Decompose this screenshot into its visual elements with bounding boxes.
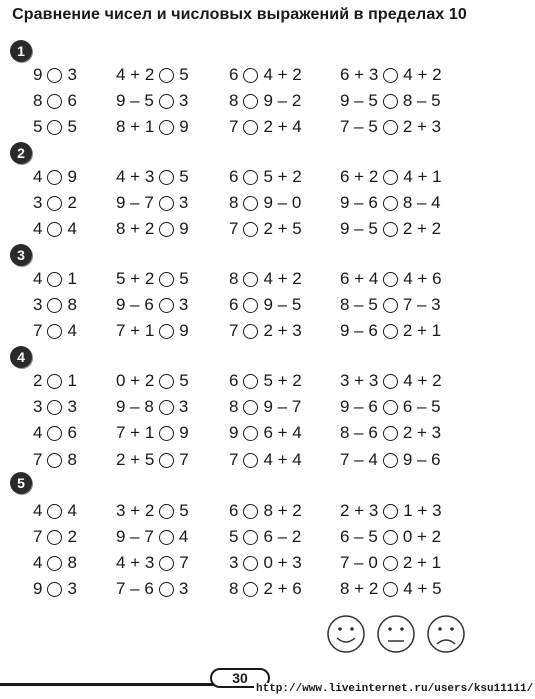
left-expression: 7 + 1 bbox=[116, 321, 155, 340]
answer-circle[interactable] bbox=[159, 504, 174, 519]
left-expression: 7 – 6 bbox=[116, 579, 154, 598]
comparison-item bbox=[116, 90, 188, 112]
left-expression: 8 – 6 bbox=[340, 423, 378, 442]
left-expression: 8 bbox=[229, 193, 239, 212]
right-expression: 6 – 5 bbox=[402, 397, 441, 416]
left-expression: 8 – 5 bbox=[340, 295, 378, 314]
right-expression: 4 + 2 bbox=[263, 65, 302, 84]
right-expression: 3 bbox=[67, 397, 77, 416]
answer-circle[interactable] bbox=[47, 400, 62, 415]
right-expression: 4 + 5 bbox=[403, 579, 442, 598]
right-expression: 9 bbox=[67, 167, 77, 186]
left-expression: 7 bbox=[229, 219, 239, 238]
comparison-item bbox=[116, 552, 189, 574]
right-expression: 6 – 2 bbox=[263, 527, 302, 546]
right-expression: 3 bbox=[178, 193, 189, 212]
comparison-item bbox=[116, 64, 189, 86]
right-expression: 1 bbox=[67, 371, 77, 390]
comparison-item bbox=[229, 578, 302, 600]
comparison-item bbox=[229, 500, 302, 522]
right-expression: 8 bbox=[67, 553, 77, 572]
right-expression: 5 + 2 bbox=[263, 371, 302, 390]
left-expression: 8 + 2 bbox=[116, 219, 155, 238]
left-expression: 4 + 3 bbox=[116, 167, 155, 186]
left-expression: 8 bbox=[229, 397, 239, 416]
answer-circle[interactable] bbox=[159, 170, 174, 185]
comparison-item bbox=[33, 449, 77, 471]
section-number-badge: 3 bbox=[10, 244, 32, 266]
answer-circle[interactable] bbox=[47, 298, 62, 313]
answer-circle[interactable] bbox=[159, 196, 174, 211]
left-expression: 7 bbox=[33, 321, 43, 340]
answer-circle[interactable] bbox=[243, 68, 258, 83]
left-expression: 9 – 6 bbox=[116, 295, 154, 314]
left-expression: 3 + 3 bbox=[340, 371, 379, 390]
left-expression: 2 + 5 bbox=[116, 450, 155, 469]
section-number-badge: 4 bbox=[10, 346, 32, 368]
right-expression: 2 + 2 bbox=[402, 219, 442, 238]
right-expression: 3 bbox=[178, 397, 189, 416]
comparison-item bbox=[33, 192, 77, 214]
answer-circle[interactable] bbox=[47, 272, 62, 287]
comparison-item bbox=[340, 116, 441, 138]
right-expression: 7 bbox=[179, 450, 189, 469]
answer-circle[interactable] bbox=[159, 94, 174, 109]
answer-circle[interactable] bbox=[47, 374, 62, 389]
answer-circle[interactable] bbox=[383, 400, 398, 415]
left-expression: 8 bbox=[33, 91, 43, 110]
left-expression: 4 bbox=[33, 423, 43, 442]
right-expression: 9 bbox=[179, 117, 189, 136]
answer-circle[interactable] bbox=[383, 272, 398, 287]
comparison-item bbox=[33, 370, 77, 392]
left-expression: 4 bbox=[33, 167, 43, 186]
answer-circle[interactable] bbox=[383, 120, 398, 135]
right-expression: 9 bbox=[179, 423, 189, 442]
section-number-badge: 1 bbox=[10, 40, 32, 62]
answer-circle[interactable] bbox=[47, 324, 62, 339]
left-expression: 7 + 1 bbox=[116, 423, 155, 442]
answer-circle[interactable] bbox=[383, 504, 398, 519]
answer-circle[interactable] bbox=[243, 400, 258, 415]
right-expression: 2 bbox=[67, 527, 77, 546]
right-expression: 4 bbox=[67, 219, 77, 238]
left-expression: 5 bbox=[33, 117, 43, 136]
right-expression: 0 + 3 bbox=[263, 553, 302, 572]
comparison-item bbox=[340, 500, 442, 522]
right-expression: 2 + 5 bbox=[263, 219, 302, 238]
comparison-item bbox=[340, 192, 441, 214]
answer-circle[interactable] bbox=[47, 556, 62, 571]
comparison-item bbox=[33, 268, 77, 290]
comparison-item bbox=[33, 320, 77, 342]
right-expression: 8 – 4 bbox=[402, 193, 441, 212]
right-expression: 3 bbox=[67, 579, 77, 598]
answer-circle[interactable] bbox=[243, 504, 258, 519]
left-expression: 3 bbox=[229, 553, 239, 572]
answer-circle[interactable] bbox=[383, 582, 398, 597]
left-expression: 4 bbox=[33, 501, 43, 520]
left-expression: 6 bbox=[229, 295, 239, 314]
answer-circle[interactable] bbox=[159, 324, 174, 339]
left-expression: 9 – 6 bbox=[340, 397, 378, 416]
right-expression: 4 + 6 bbox=[403, 269, 442, 288]
comparison-item bbox=[116, 370, 189, 392]
right-expression: 5 + 2 bbox=[263, 167, 302, 186]
comparison-item bbox=[229, 116, 302, 138]
right-expression: 9 – 0 bbox=[263, 193, 302, 212]
right-expression: 5 bbox=[179, 501, 189, 520]
right-expression: 3 bbox=[178, 295, 189, 314]
comparison-item bbox=[229, 449, 302, 471]
answer-circle[interactable] bbox=[243, 582, 258, 597]
answer-circle[interactable] bbox=[243, 94, 258, 109]
comparison-item bbox=[33, 578, 77, 600]
right-expression: 2 + 3 bbox=[402, 423, 442, 442]
answer-circle[interactable] bbox=[243, 453, 258, 468]
right-expression: 9 bbox=[179, 321, 189, 340]
answer-circle[interactable] bbox=[159, 298, 174, 313]
left-expression: 9 – 5 bbox=[340, 219, 378, 238]
answer-circle[interactable] bbox=[243, 196, 258, 211]
answer-circle[interactable] bbox=[159, 68, 174, 83]
answer-circle[interactable] bbox=[383, 426, 398, 441]
answer-circle[interactable] bbox=[383, 94, 398, 109]
left-expression: 9 – 6 bbox=[340, 193, 378, 212]
left-expression: 9 bbox=[229, 423, 239, 442]
right-expression: 5 bbox=[179, 371, 189, 390]
answer-circle[interactable] bbox=[243, 556, 258, 571]
comparison-item bbox=[340, 449, 441, 471]
answer-circle[interactable] bbox=[159, 272, 174, 287]
comparison-item bbox=[33, 90, 77, 112]
comparison-item bbox=[116, 526, 188, 548]
right-expression: 1 + 3 bbox=[403, 501, 442, 520]
answer-circle[interactable] bbox=[383, 453, 398, 468]
right-expression: 4 + 2 bbox=[403, 371, 442, 390]
comparison-item bbox=[33, 294, 77, 316]
page-title: Сравнение чисел и числовых выражений в пределах 10 bbox=[12, 6, 467, 23]
left-expression: 7 – 0 bbox=[340, 553, 378, 572]
left-expression: 6 + 2 bbox=[340, 167, 379, 186]
answer-circle[interactable] bbox=[243, 374, 258, 389]
left-expression: 6 bbox=[229, 167, 239, 186]
answer-circle[interactable] bbox=[159, 453, 174, 468]
comparison-item bbox=[340, 396, 441, 418]
answer-circle[interactable] bbox=[243, 222, 258, 237]
answer-circle[interactable] bbox=[243, 530, 258, 545]
comparison-item bbox=[116, 578, 188, 600]
answer-circle[interactable] bbox=[159, 400, 174, 415]
answer-circle[interactable] bbox=[243, 120, 258, 135]
left-expression: 4 + 3 bbox=[116, 553, 155, 572]
answer-circle[interactable] bbox=[383, 298, 398, 313]
right-expression: 4 bbox=[178, 527, 189, 546]
answer-circle[interactable] bbox=[47, 170, 62, 185]
answer-circle[interactable] bbox=[243, 426, 258, 441]
answer-circle[interactable] bbox=[47, 120, 62, 135]
comparison-item bbox=[33, 500, 77, 522]
answer-circle[interactable] bbox=[383, 374, 398, 389]
answer-circle[interactable] bbox=[383, 68, 398, 83]
answer-circle[interactable] bbox=[159, 556, 174, 571]
comparison-item bbox=[340, 268, 442, 290]
left-expression: 3 bbox=[33, 397, 43, 416]
right-expression: 3 bbox=[178, 91, 189, 110]
smiley-face-icon[interactable] bbox=[328, 616, 364, 652]
left-expression: 7 bbox=[229, 321, 239, 340]
left-expression: 8 + 2 bbox=[340, 579, 379, 598]
comparison-item bbox=[33, 526, 77, 548]
comparison-item bbox=[33, 116, 77, 138]
right-expression: 5 bbox=[179, 65, 189, 84]
right-expression: 4 + 4 bbox=[263, 450, 302, 469]
left-expression: 6 bbox=[229, 65, 239, 84]
left-expression: 7 – 4 bbox=[340, 450, 378, 469]
section-number-badge: 2 bbox=[10, 142, 32, 164]
left-expression: 7 bbox=[33, 450, 43, 469]
neutral-face-icon[interactable] bbox=[378, 616, 414, 652]
right-expression: 9 – 6 bbox=[402, 450, 441, 469]
right-expression: 9 – 5 bbox=[263, 295, 302, 314]
answer-circle[interactable] bbox=[47, 94, 62, 109]
left-expression: 3 + 2 bbox=[116, 501, 155, 520]
left-expression: 6 bbox=[229, 501, 239, 520]
right-expression: 6 bbox=[67, 91, 77, 110]
right-expression: 4 bbox=[67, 501, 77, 520]
answer-circle[interactable] bbox=[159, 426, 174, 441]
left-expression: 8 bbox=[229, 91, 239, 110]
answer-circle[interactable] bbox=[159, 120, 174, 135]
comparison-item bbox=[340, 320, 441, 342]
comparison-item bbox=[340, 166, 442, 188]
answer-circle[interactable] bbox=[47, 426, 62, 441]
right-expression: 7 – 3 bbox=[402, 295, 441, 314]
comparison-item bbox=[33, 396, 77, 418]
left-expression: 8 bbox=[229, 269, 239, 288]
answer-circle[interactable] bbox=[159, 222, 174, 237]
answer-circle[interactable] bbox=[47, 504, 62, 519]
comparison-item bbox=[340, 218, 441, 240]
comparison-item bbox=[229, 192, 301, 214]
comparison-item bbox=[229, 166, 302, 188]
answer-circle[interactable] bbox=[383, 556, 398, 571]
comparison-item bbox=[116, 396, 188, 418]
right-expression: 6 bbox=[67, 423, 77, 442]
left-expression: 3 bbox=[33, 193, 43, 212]
left-expression: 6 + 4 bbox=[340, 269, 379, 288]
right-expression: 1 bbox=[67, 269, 77, 288]
comparison-item bbox=[116, 320, 189, 342]
comparison-item bbox=[116, 166, 189, 188]
page-number: 30 bbox=[210, 668, 270, 688]
left-expression: 7 bbox=[229, 117, 239, 136]
right-expression: 2 + 3 bbox=[402, 117, 442, 136]
section-number-badge: 5 bbox=[10, 472, 32, 494]
right-expression: 7 bbox=[179, 553, 189, 572]
left-expression: 7 bbox=[33, 527, 43, 546]
left-expression: 8 bbox=[229, 579, 239, 598]
left-expression: 6 – 5 bbox=[340, 527, 378, 546]
answer-circle[interactable] bbox=[383, 170, 398, 185]
right-expression: 4 + 2 bbox=[263, 269, 302, 288]
right-expression: 2 + 4 bbox=[263, 117, 302, 136]
left-expression: 8 + 1 bbox=[116, 117, 155, 136]
left-expression: 0 + 2 bbox=[116, 371, 155, 390]
answer-circle[interactable] bbox=[243, 170, 258, 185]
right-expression: 2 bbox=[67, 193, 77, 212]
answer-circle[interactable] bbox=[47, 222, 62, 237]
right-expression: 8 bbox=[67, 295, 77, 314]
footer-url[interactable]: http://www.liveinternet.ru/users/ksu11111/ bbox=[256, 683, 534, 695]
comparison-item bbox=[116, 500, 189, 522]
answer-circle[interactable] bbox=[47, 196, 62, 211]
comparison-item bbox=[229, 422, 302, 444]
right-expression: 8 bbox=[67, 450, 77, 469]
left-expression: 9 – 8 bbox=[116, 397, 154, 416]
right-expression: 0 + 2 bbox=[402, 527, 442, 546]
comparison-item bbox=[340, 64, 442, 86]
left-expression: 7 – 5 bbox=[340, 117, 378, 136]
comparison-item bbox=[229, 552, 302, 574]
left-expression: 9 bbox=[33, 65, 43, 84]
left-expression: 9 – 6 bbox=[340, 321, 378, 340]
comparison-item bbox=[340, 370, 442, 392]
answer-circle[interactable] bbox=[243, 324, 258, 339]
right-expression: 4 bbox=[67, 321, 77, 340]
comparison-item bbox=[33, 218, 77, 240]
comparison-item bbox=[116, 268, 189, 290]
left-expression: 9 – 7 bbox=[116, 193, 154, 212]
right-expression: 3 bbox=[178, 579, 189, 598]
left-expression: 9 – 5 bbox=[116, 91, 154, 110]
right-expression: 2 + 1 bbox=[402, 321, 442, 340]
left-expression: 4 bbox=[33, 553, 43, 572]
answer-circle[interactable] bbox=[383, 196, 398, 211]
answer-circle[interactable] bbox=[47, 530, 62, 545]
comparison-item bbox=[340, 422, 441, 444]
answer-circle[interactable] bbox=[383, 222, 398, 237]
comparison-item bbox=[340, 578, 442, 600]
comparison-item bbox=[229, 268, 302, 290]
right-expression: 5 bbox=[67, 117, 77, 136]
left-expression: 2 + 3 bbox=[340, 501, 379, 520]
left-expression: 4 + 2 bbox=[116, 65, 155, 84]
left-expression: 9 – 5 bbox=[340, 91, 378, 110]
answer-circle[interactable] bbox=[383, 530, 398, 545]
right-expression: 3 bbox=[67, 65, 77, 84]
right-expression: 9 – 7 bbox=[263, 397, 302, 416]
right-expression: 2 + 1 bbox=[402, 553, 442, 572]
comparison-item bbox=[229, 320, 302, 342]
left-expression: 3 bbox=[33, 295, 43, 314]
right-expression: 9 – 2 bbox=[263, 91, 302, 110]
answer-circle[interactable] bbox=[243, 272, 258, 287]
comparison-item bbox=[340, 90, 441, 112]
comparison-item bbox=[340, 526, 441, 548]
left-expression: 5 + 2 bbox=[116, 269, 155, 288]
comparison-item bbox=[33, 422, 77, 444]
comparison-item bbox=[33, 166, 77, 188]
left-expression: 9 bbox=[33, 579, 43, 598]
comparison-item bbox=[340, 294, 441, 316]
answer-circle[interactable] bbox=[47, 453, 62, 468]
right-expression: 5 bbox=[179, 269, 189, 288]
right-expression: 5 bbox=[179, 167, 189, 186]
comparison-item bbox=[116, 116, 189, 138]
comparison-item bbox=[229, 90, 301, 112]
answer-circle[interactable] bbox=[159, 530, 174, 545]
right-expression: 2 + 3 bbox=[263, 321, 302, 340]
comparison-item bbox=[229, 294, 301, 316]
right-expression: 4 + 2 bbox=[403, 65, 442, 84]
answer-circle[interactable] bbox=[383, 324, 398, 339]
answer-circle[interactable] bbox=[47, 68, 62, 83]
comparison-item bbox=[33, 64, 77, 86]
left-expression: 2 bbox=[33, 371, 43, 390]
right-expression: 8 + 2 bbox=[263, 501, 302, 520]
comparison-item bbox=[116, 449, 189, 471]
left-expression: 6 + 3 bbox=[340, 65, 379, 84]
answer-circle[interactable] bbox=[159, 582, 174, 597]
left-expression: 4 bbox=[33, 219, 43, 238]
right-expression: 9 bbox=[179, 219, 189, 238]
right-expression: 4 + 1 bbox=[403, 167, 442, 186]
right-expression: 6 + 4 bbox=[263, 423, 302, 442]
comparison-item bbox=[229, 370, 302, 392]
left-expression: 7 bbox=[229, 450, 239, 469]
left-expression: 5 bbox=[229, 527, 239, 546]
answer-circle[interactable] bbox=[243, 298, 258, 313]
comparison-item bbox=[116, 218, 189, 240]
right-expression: 8 – 5 bbox=[402, 91, 441, 110]
comparison-item bbox=[229, 396, 301, 418]
left-expression: 6 bbox=[229, 371, 239, 390]
answer-circle[interactable] bbox=[47, 582, 62, 597]
answer-circle[interactable] bbox=[159, 374, 174, 389]
comparison-item bbox=[116, 192, 188, 214]
comparison-item bbox=[116, 422, 189, 444]
comparison-item bbox=[116, 294, 188, 316]
comparison-item bbox=[229, 218, 302, 240]
comparison-item bbox=[340, 552, 441, 574]
self-assessment-faces bbox=[326, 612, 466, 656]
comparison-item bbox=[33, 552, 77, 574]
left-expression: 4 bbox=[33, 269, 43, 288]
sad-face-icon[interactable] bbox=[428, 616, 464, 652]
right-expression: 2 + 6 bbox=[263, 579, 302, 598]
left-expression: 9 – 7 bbox=[116, 527, 154, 546]
comparison-item bbox=[229, 64, 302, 86]
comparison-item bbox=[229, 526, 301, 548]
